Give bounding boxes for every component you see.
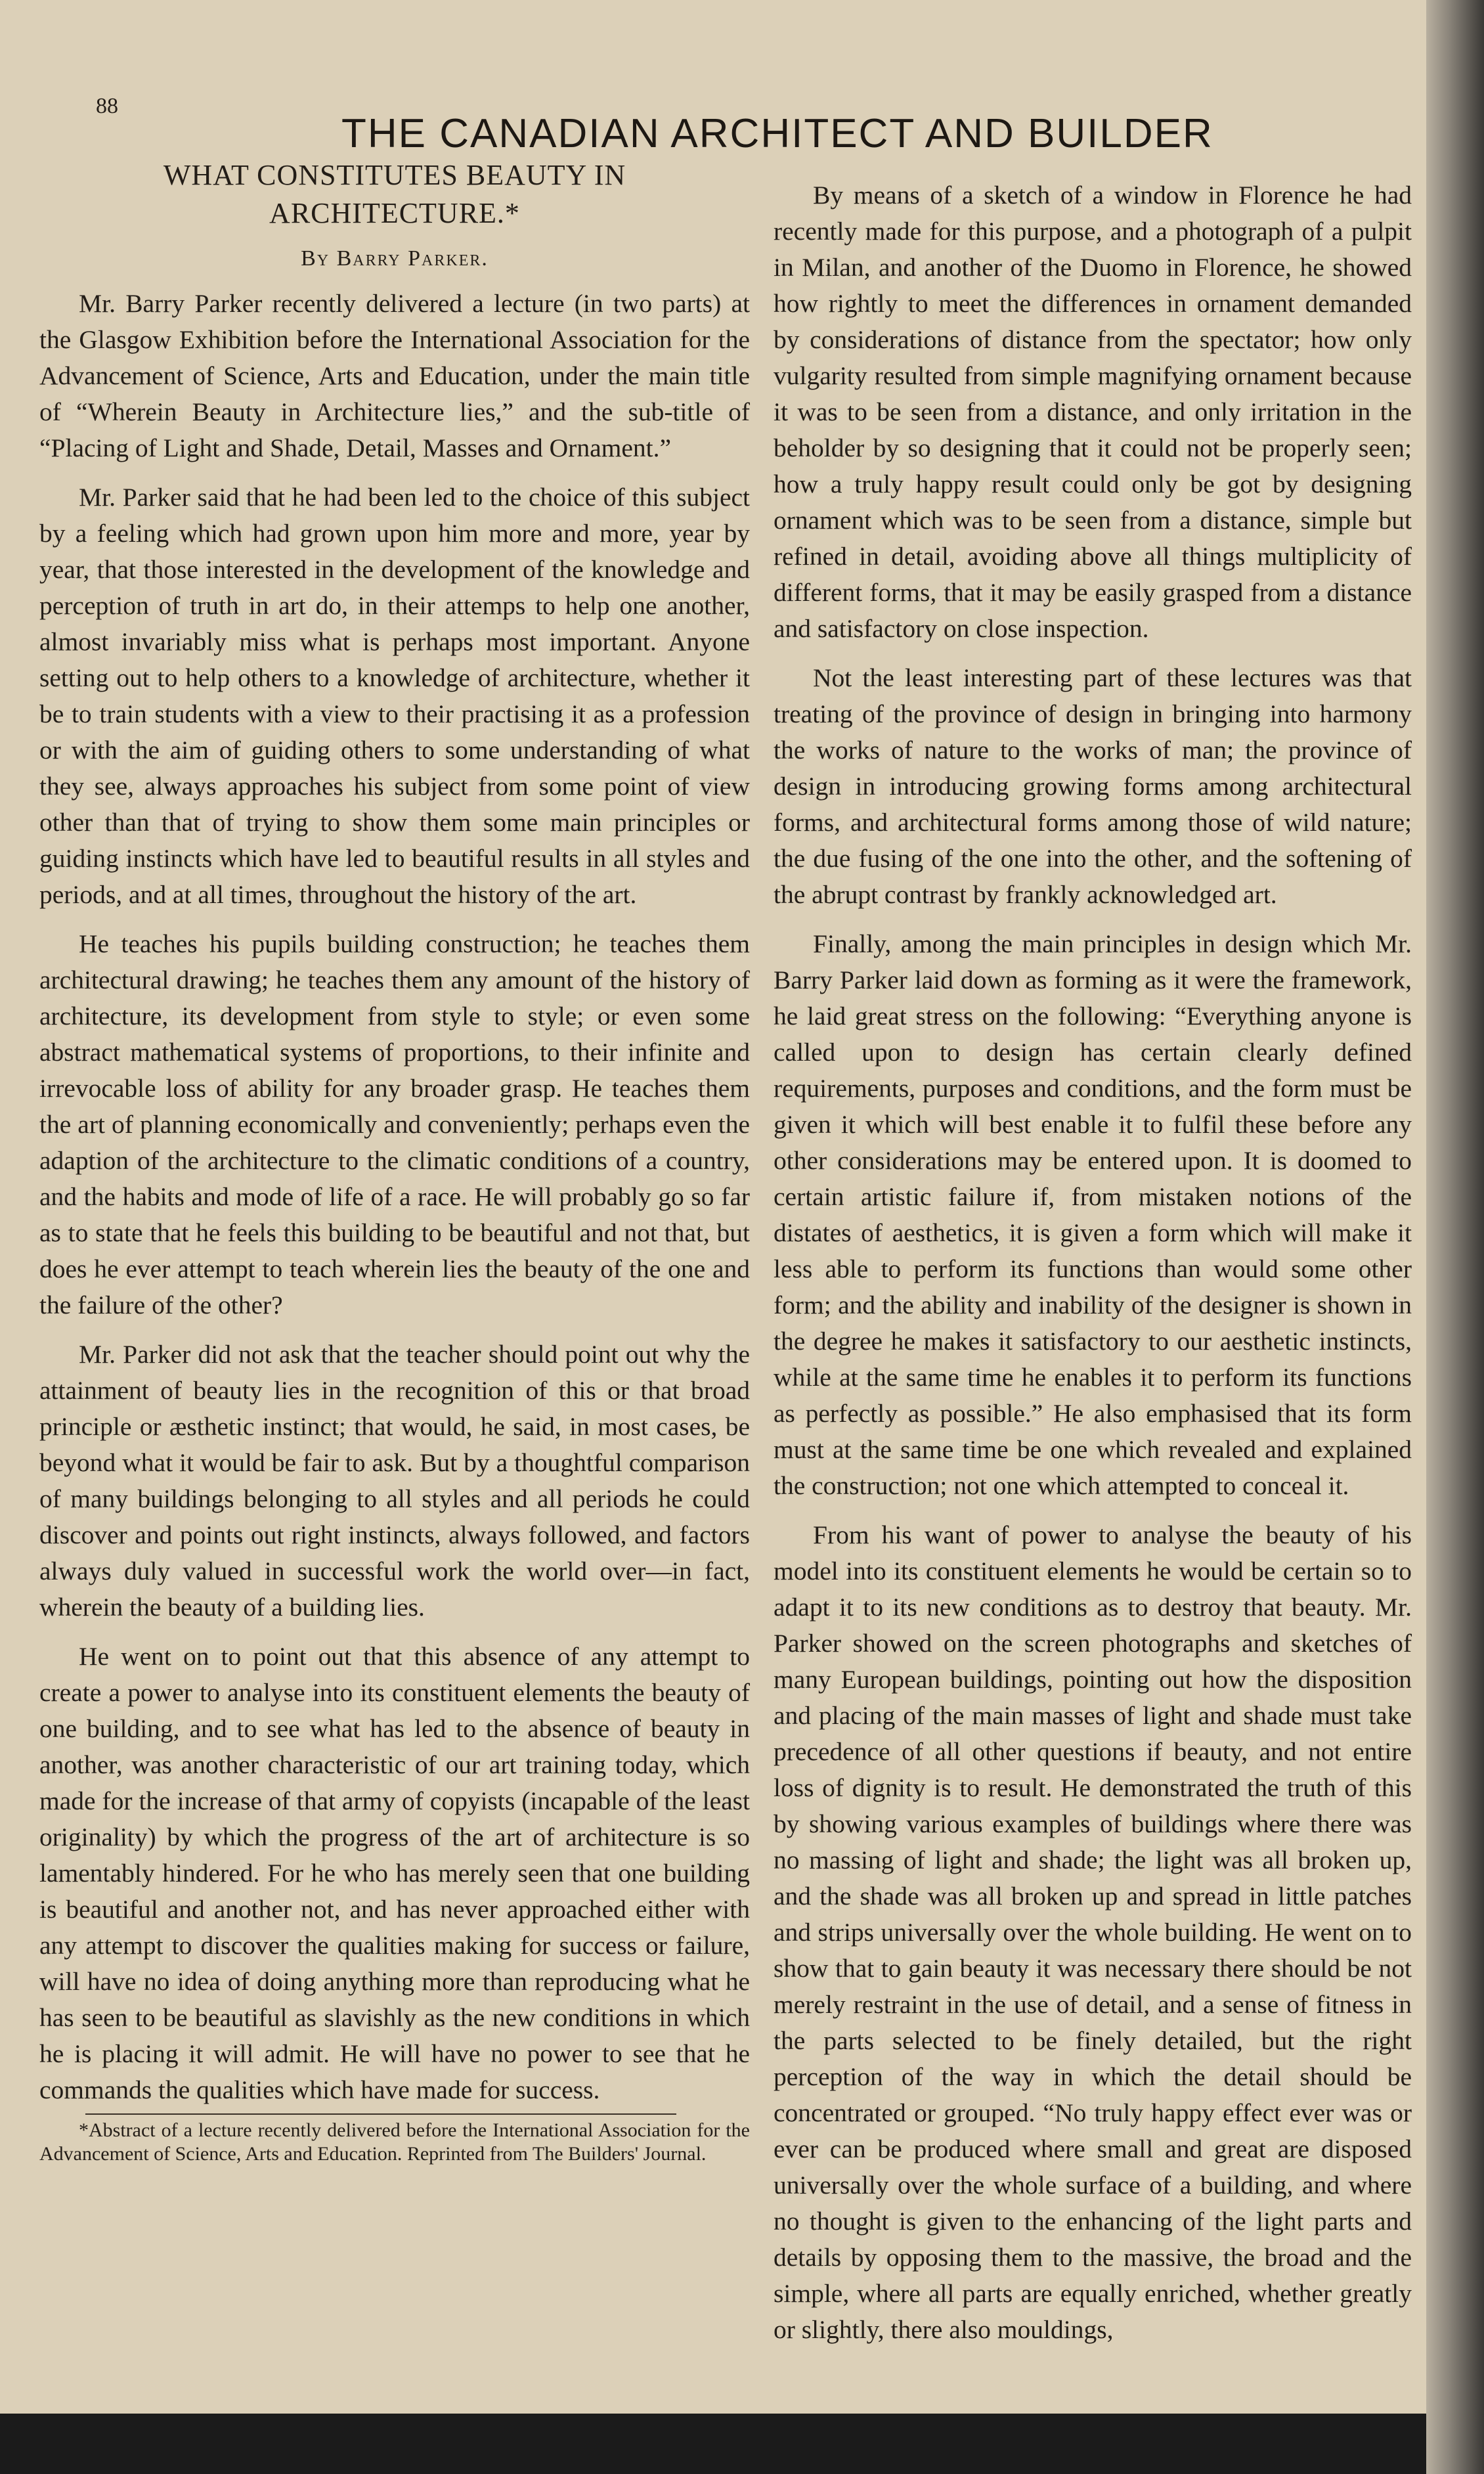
body-paragraph: Finally, among the main principles in design which Mr. Barry Parker laid down as forming as it were the framework, he laid great stress on the following: “Everything anyone is called upon to design has certain clearly defined requirements, purposes and conditions, and the form must be given it which will best enable it to fulfil these before any other considerations may be entered upon. It is doomed to certain artistic failure if, from mistaken notions of the distates of aesthetics, it is given a form which will make it less able to perform its functions than would some other form; and the ability and inability of the designer is shown in the degree he makes it satisfactory to our aesthetic instincts, while at the same time he enables it to perform its functions as perfectly as possible.” He also emphasised that its form must at the same time be one which revealed and explained the construction; not one which attempted to conceal it. bbox=[774, 929, 1412, 1500]
body-paragraph: He went on to point out that this absence of any attempt to create a power to analyse into its constituent elements the beauty of one building, and to see what has led to the absence of beauty in another, was another characteristic of our art training today, which made for the increase of that army of copyists (incapable of the least originality) by which the progress of the art of architecture is so lamentably hindered. For he who has merely seen that one building is beautiful and another not, and has never approached either with any attempt to discover the qualities making for success or failure, will have no idea of doing anything more than reproducing what he has seen to be beautiful as slavishly as the new conditions in which he is placing it will admit. He will have no power to see that he commands the qualities which have made for success. bbox=[39, 1642, 750, 2104]
article-title: WHAT CONSTITUTES BEAUTY IN ARCHITECTURE.* bbox=[163, 159, 626, 229]
page-number: 88 bbox=[96, 94, 118, 118]
body-paragraph: Mr. Barry Parker recently delivered a lecture (in two parts) at the Glasgow Exhibition before the International Association for the Advancement of Science, Arts and Education, under the main title of “Wherein Beauty in Architecture lies,” and the sub-title of “Placing of Light and Shade, Detail, Masses and Ornament.” bbox=[39, 289, 750, 462]
article-byline: By Barry Parker. bbox=[301, 246, 489, 271]
body-paragraph: By means of a sketch of a window in Florence he had recently made for this purpose, and a photograph of a pulpit in Milan, and another of the Duomo in Florence, he showed how rightly to meet the differences in ornament demanded by considerations of distance from the spectator; how only vulgarity resulted from simple magnifying ornament because it was to be seen from a distance, and only irritation in the beholder by so designing that it could not be properly seen; how a truly happy result could only be got by designing ornament which was to be seen from a distance, simple but refined in detail, avoiding above all things multiplicity of different forms, that it may be easily grasped from a distance and satisfactory on close inspection. bbox=[774, 181, 1412, 643]
scan-border bbox=[0, 2414, 1426, 2474]
binding-edge bbox=[1426, 0, 1484, 2474]
body-paragraph: Mr. Parker said that he had been led to the choice of this subject by a feeling which had grown upon him more and more, year by year, that those interested in the development of the knowledge and perception of truth in art do, in their attemps to help one another, almost invariably miss what is perhaps most important. Anyone setting out to help others to a knowledge of architecture, whether it be to train students with a view to their practising it as a profession or with the aim of guiding others to some understanding of what they see, always approaches his subject from some point of view other than that of trying to show them some main principles or guiding instincts which have led to beautiful results in all styles and periods, and at all times, throughout the history of the art. bbox=[39, 483, 750, 909]
footnote-divider bbox=[85, 2113, 676, 2115]
body-paragraph: From his want of power to analyse the beauty of his model into its constituent elements he would be certain so to adapt it to its new conditions as to destroy that beauty. Mr. Parker showed on the screen photographs and sketches of many European buildings, pointing out how the disposition and placing of the main masses of light and shade must take precedence of all other questions if beauty, and not entire loss of dignity is to result. He demonstrated the truth of this by showing various examples of buildings where there was no massing of light and shade; the light was all broken up, and the shade was all broken up and spread in little patches and strips universally over the whole building. He went on to show that to gain beauty it was necessary there should be not merely restraint in the use of detail, and a sense of fitness in the parts selected to be finely detailed, but the right perception of the way in which the detail should be concentrated or grouped. “No truly happy effect ever was or ever can be produced where small and great are disposed universally over the whole surface of a building, and where no thought is given to the enhancing of the light parts and details by opposing them to the massive, the broad and the simple, where all parts are equally enriched, whether greatly or slightly, there also mouldings, bbox=[774, 1520, 1412, 2344]
footnote: *Abstract of a lecture recently delivered before the International Association for the Advancement of Science, Arts and Education. Reprinted from The Builders' Journal. bbox=[39, 2119, 750, 2165]
body-paragraph: Mr. Parker did not ask that the teacher should point out why the attainment of beauty lies in the recognition of this or that broad principle or æsthetic instinct; that would, he said, in most cases, be beyond what it would be fair to ask. But by a thoughtful comparison of many buildings belonging to all styles and all periods he could discover and points out right instincts, always followed, and factors always duly valued in successful work the world over—in fact, wherein the beauty of a building lies. bbox=[39, 1340, 750, 1622]
body-paragraph: He teaches his pupils building construction; he teaches them architectural drawing; he teaches them any amount of the history of architecture, its development from style to style; or even some abstract mathematical systems of proportions, to their infinite and irrevocable loss of ability for any broader grasp. He teaches them the art of planning economically and conveniently; perhaps even the adaption of the architecture to the climatic conditions of a country, and the habits and mode of life of a race. He will probably go so far as to state that he feels this building to be beautiful and not that, but does he ever attempt to teach wherein lies the beauty of the one and the failure of the other? bbox=[39, 929, 750, 1319]
left-column bbox=[39, 156, 750, 2166]
body-paragraph: Not the least interesting part of these lectures was that treating of the province of design in bringing into harmony the works of nature to the works of man; the province of design in introducing growing forms among architectural forms, and architectural forms among those of wild nature; the due fusing of the one into the other, and the softening of the abrupt contrast by frankly acknowledged art. bbox=[774, 663, 1412, 909]
running-head: THE CANADIAN ARCHITECT AND BUILDER bbox=[341, 111, 1213, 156]
right-column bbox=[774, 177, 1412, 2348]
